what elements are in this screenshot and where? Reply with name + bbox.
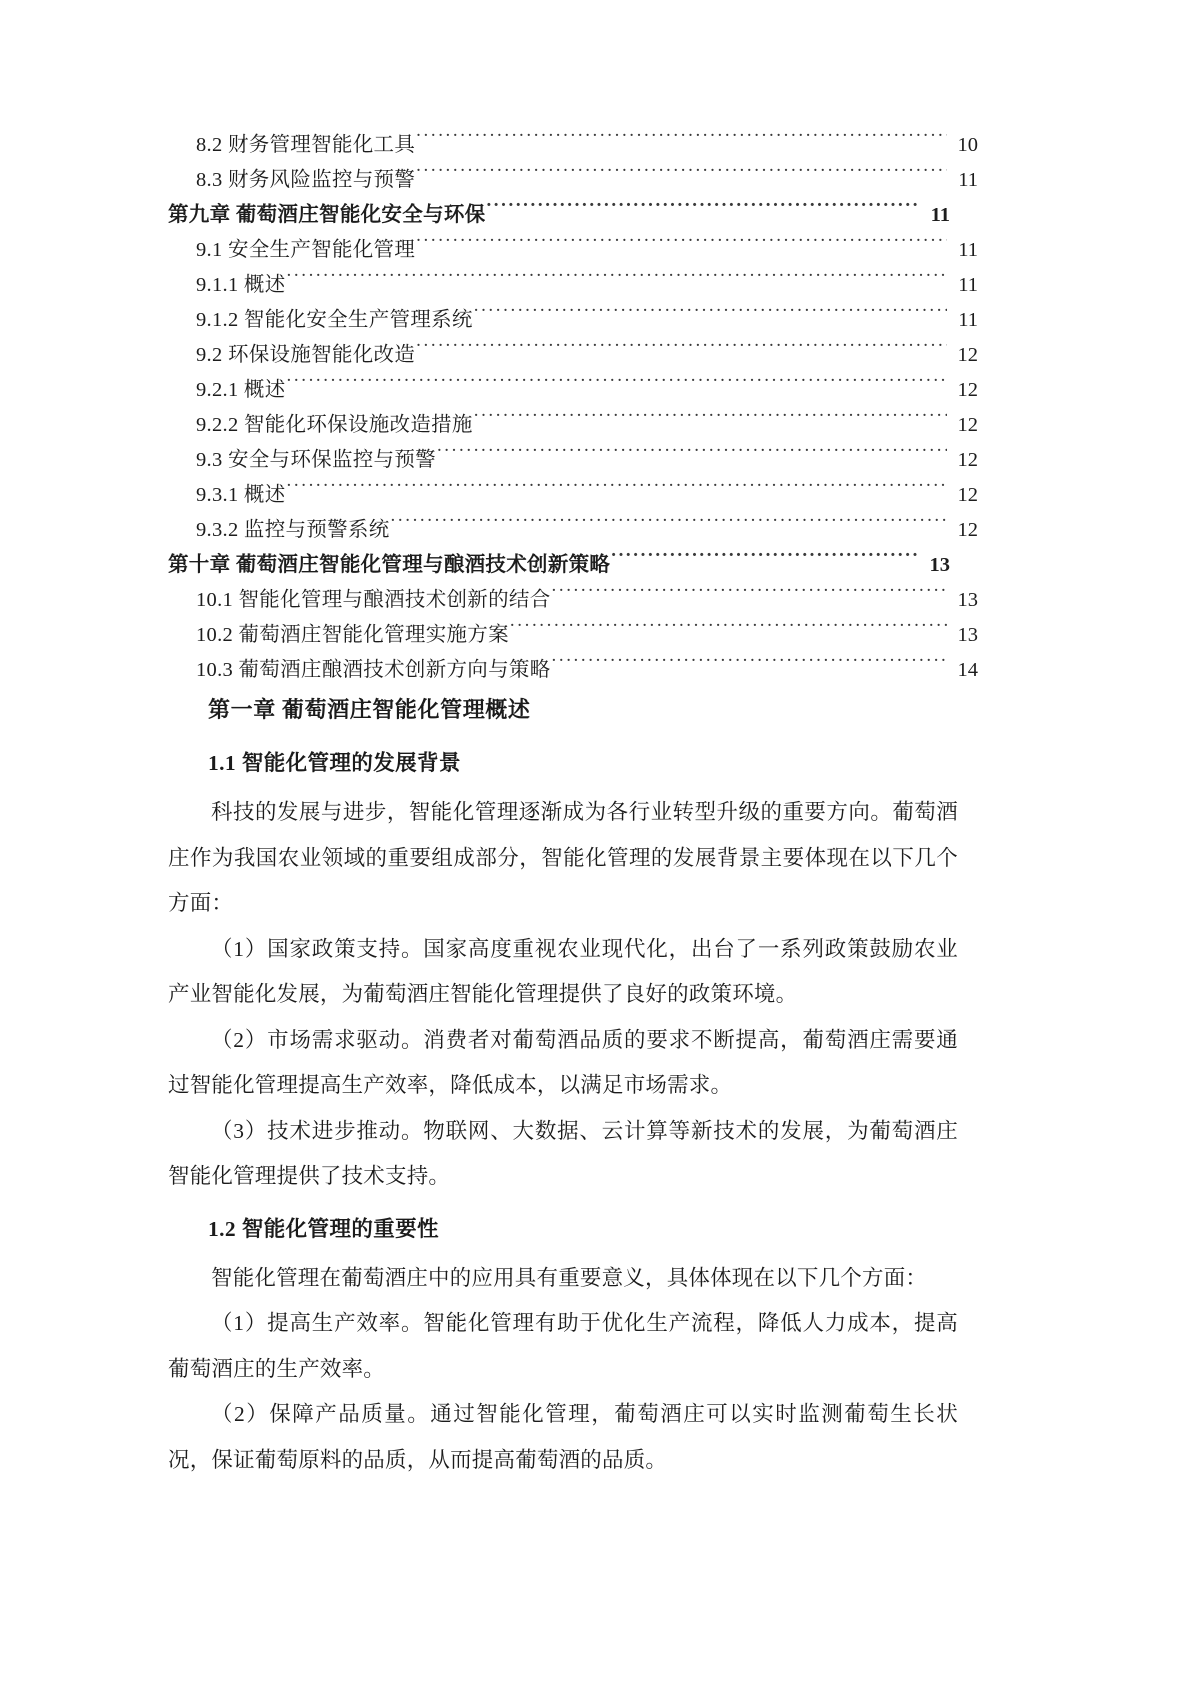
chapter-heading: 第一章 葡萄酒庄智能化管理概述 bbox=[208, 697, 531, 722]
toc-entry-label: 9.2.1 概述 bbox=[196, 379, 286, 401]
toc-leader-dots bbox=[474, 411, 947, 432]
toc-entry-page: 12 bbox=[957, 414, 978, 436]
toc-entry-label: 10.2 葡萄酒庄智能化管理实施方案 bbox=[196, 624, 509, 646]
toc-entry-page: 12 bbox=[957, 344, 978, 366]
toc-leader-dots bbox=[391, 516, 947, 537]
toc-entry-label: 8.2 财务管理智能化工具 bbox=[196, 134, 416, 156]
paragraph-market-demand: （2）市场需求驱动。消费者对葡萄酒品质的要求不断提高，葡萄酒庄需要通过智能化管理提高生产效率，降低成本，以满足市场需求。 bbox=[168, 1027, 958, 1097]
toc-leader-dots bbox=[416, 131, 947, 152]
toc-leader-dots bbox=[552, 656, 948, 677]
toc-leader-dots bbox=[474, 306, 947, 327]
toc-entry-page: 11 bbox=[958, 274, 978, 296]
toc-entry[interactable] bbox=[168, 233, 978, 268]
toc-entry-label: 9.1.1 概述 bbox=[196, 274, 286, 296]
toc-entry-label: 9.3.2 监控与预警系统 bbox=[196, 519, 390, 541]
toc-entry[interactable] bbox=[168, 373, 978, 408]
toc-entry-page: 13 bbox=[957, 624, 978, 646]
toc-entry-label: 第十章 葡萄酒庄智能化管理与酿酒技术创新策略 bbox=[168, 554, 611, 576]
section-heading-1-2: 1.2 智能化管理的重要性 bbox=[208, 1216, 439, 1241]
toc-entry-page: 10 bbox=[957, 134, 978, 156]
toc-leader-dots bbox=[416, 236, 947, 257]
toc-entry[interactable] bbox=[168, 548, 950, 583]
toc-entry-page: 12 bbox=[957, 379, 978, 401]
toc-leader-dots bbox=[416, 166, 947, 187]
toc-entry[interactable] bbox=[168, 478, 978, 513]
toc-entry-page: 11 bbox=[958, 309, 978, 331]
toc-entry[interactable] bbox=[168, 338, 978, 373]
toc-entry[interactable] bbox=[168, 513, 978, 548]
paragraph-quality: （2）保障产品质量。通过智能化管理，葡萄酒庄可以实时监测葡萄生长状况，保证葡萄原料的品质，从而提高葡萄酒的品质。 bbox=[168, 1402, 958, 1472]
toc-entry-page: 11 bbox=[930, 204, 950, 226]
toc-leader-dots bbox=[510, 621, 947, 642]
toc-entry-label: 9.1.2 智能化安全生产管理系统 bbox=[196, 309, 473, 331]
toc-entry-page: 13 bbox=[957, 589, 978, 611]
toc-leader-dots bbox=[287, 376, 947, 397]
toc-entry-label: 9.3 安全与环保监控与预警 bbox=[196, 449, 436, 471]
toc-leader-dots bbox=[437, 446, 947, 467]
toc-leader-dots bbox=[287, 481, 947, 502]
toc-entry[interactable] bbox=[168, 583, 978, 618]
toc-entry[interactable] bbox=[168, 303, 978, 338]
toc-entry-page: 12 bbox=[957, 519, 978, 541]
toc-entry-page: 11 bbox=[958, 169, 978, 191]
toc-entry-label: 第九章 葡萄酒庄智能化安全与环保 bbox=[168, 204, 486, 226]
toc-entry-page: 11 bbox=[958, 239, 978, 261]
paragraph-policy-support: （1）国家政策支持。国家高度重视农业现代化，出台了一系列政策鼓励农业产业智能化发展，为葡萄酒庄智能化管理提供了良好的政策环境。 bbox=[168, 936, 958, 1006]
toc-entry-label: 9.3.1 概述 bbox=[196, 484, 286, 506]
toc-leader-dots bbox=[552, 586, 948, 607]
toc-entry-label: 8.3 财务风险监控与预警 bbox=[196, 169, 416, 191]
toc-entry[interactable] bbox=[168, 618, 978, 653]
toc-leader-dots bbox=[287, 271, 947, 292]
toc-entry[interactable] bbox=[168, 408, 978, 443]
toc-entry-page: 13 bbox=[929, 554, 950, 576]
toc-entry[interactable] bbox=[168, 443, 978, 478]
toc-entry[interactable] bbox=[168, 653, 978, 688]
toc-entry[interactable] bbox=[168, 128, 978, 163]
toc-entry-label: 9.1 安全生产智能化管理 bbox=[196, 239, 416, 261]
toc-entry[interactable] bbox=[168, 163, 978, 198]
paragraph-importance-intro: 智能化管理在葡萄酒庄中的应用具有重要意义，具体体现在以下几个方面： bbox=[211, 1265, 928, 1290]
toc-entry-label: 9.2.2 智能化环保设施改造措施 bbox=[196, 414, 473, 436]
paragraph-technology-progress: （3）技术进步推动。物联网、大数据、云计算等新技术的发展，为葡萄酒庄智能化管理提供了技术支持。 bbox=[168, 1118, 958, 1188]
section-heading-1-1: 1.1 智能化管理的发展背景 bbox=[208, 751, 461, 775]
toc-entry-label: 10.1 智能化管理与酿酒技术创新的结合 bbox=[196, 589, 551, 611]
toc-entry-label: 10.3 葡萄酒庄酿酒技术创新方向与策略 bbox=[196, 659, 551, 681]
toc-leader-dots bbox=[486, 201, 919, 222]
toc-entry[interactable] bbox=[168, 198, 950, 233]
toc-entry-label: 9.2 环保设施智能化改造 bbox=[196, 344, 416, 366]
paragraph-efficiency: （1）提高生产效率。智能化管理有助于优化生产流程，降低人力成本，提高葡萄酒庄的生产效率。 bbox=[168, 1311, 958, 1381]
toc-entry-page: 14 bbox=[957, 659, 978, 681]
toc-leader-dots bbox=[416, 341, 947, 362]
body-content bbox=[168, 690, 958, 1483]
paragraph-background-intro: 科技的发展与进步，智能化管理逐渐成为各行业转型升级的重要方向。葡萄酒庄作为我国农业领域的重要组成部分，智能化管理的发展背景主要体现在以下几个方面： bbox=[168, 800, 958, 915]
toc-entry[interactable] bbox=[168, 268, 978, 303]
toc-leader-dots bbox=[611, 551, 919, 572]
table-of-contents bbox=[168, 128, 978, 688]
toc-entry-page: 12 bbox=[957, 449, 978, 471]
toc-entry-page: 12 bbox=[957, 484, 978, 506]
